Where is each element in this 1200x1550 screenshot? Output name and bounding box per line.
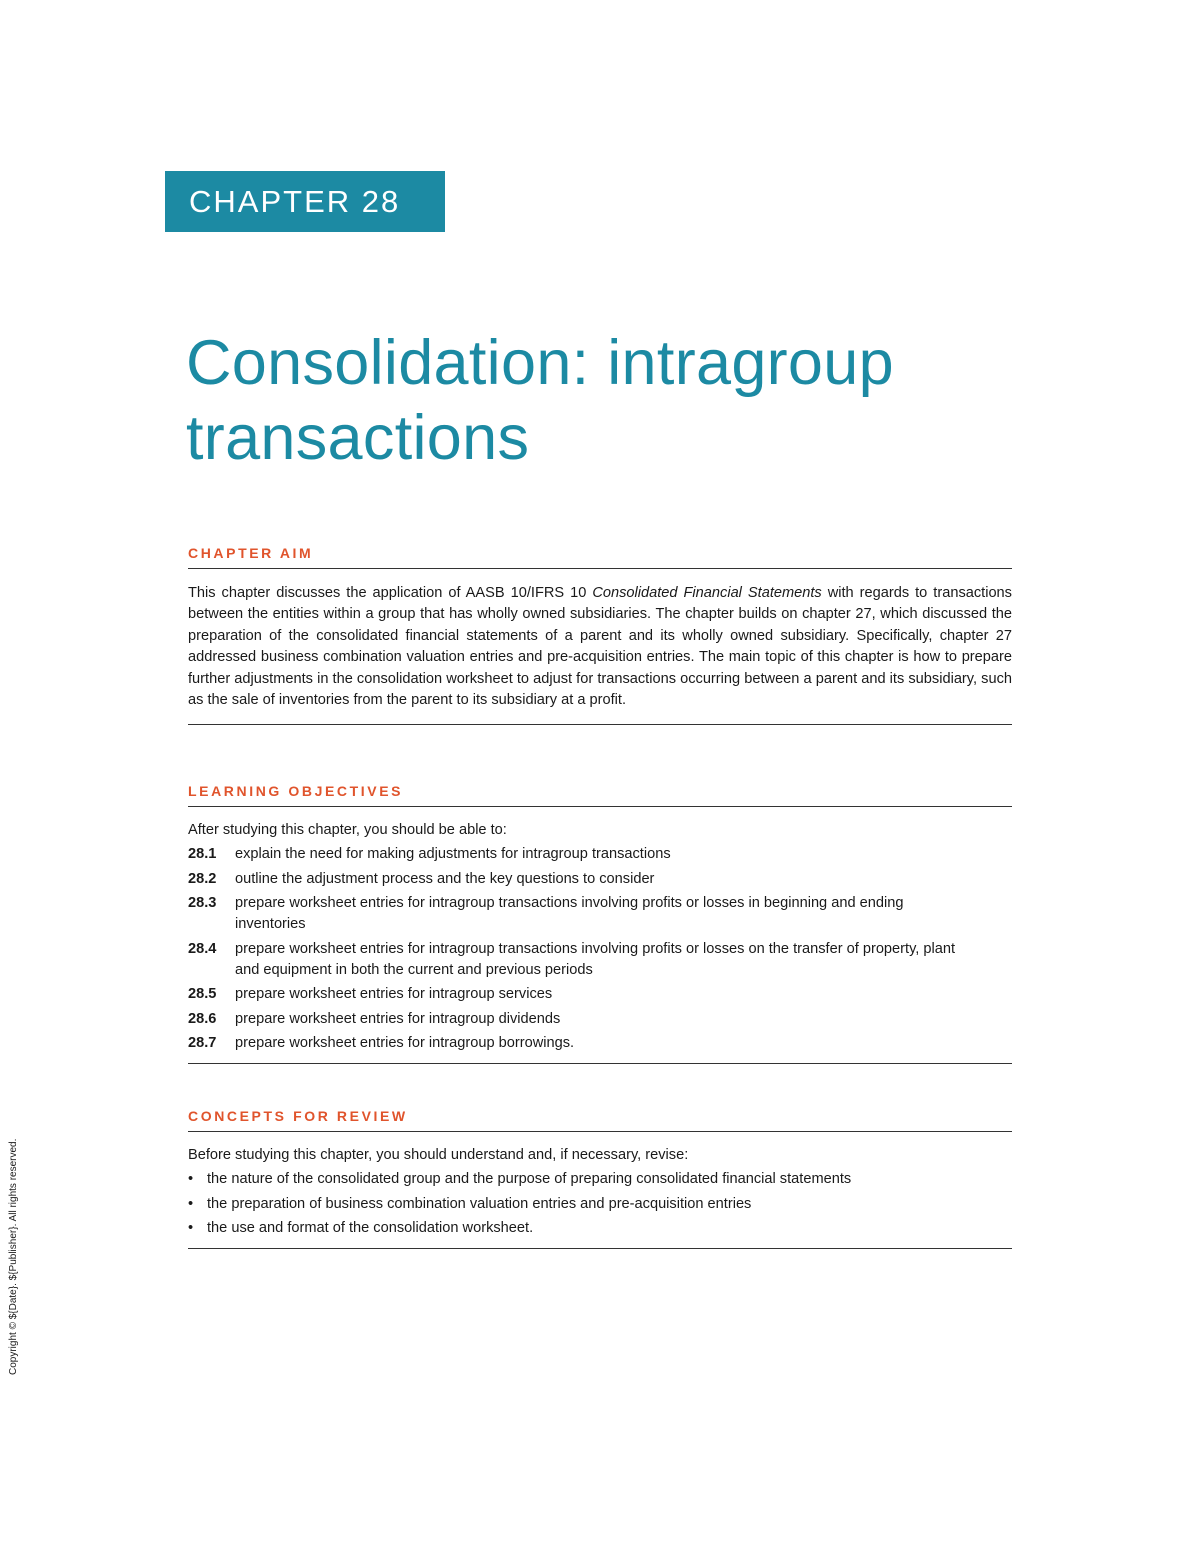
bullet-icon: • bbox=[188, 1220, 194, 1236]
objective-text: explain the need for making adjustments for intragroup transactions bbox=[235, 846, 671, 862]
learning-objectives-intro: After studying this chapter, you should be able to: bbox=[188, 822, 507, 838]
learning-objective-item bbox=[188, 939, 1012, 981]
chapter-aim-text bbox=[188, 583, 1012, 711]
bullet-icon: • bbox=[188, 1171, 194, 1187]
learning-objective-item bbox=[188, 844, 1012, 865]
objective-number: 28.3 bbox=[188, 895, 217, 911]
chapter-title: Consolidation: intragroup transactions bbox=[186, 328, 894, 473]
concepts-for-review-list bbox=[188, 1169, 1012, 1239]
learning-objectives-section bbox=[188, 782, 1012, 1064]
objective-text: prepare worksheet entries for intragroup borrowings. bbox=[235, 1035, 575, 1051]
divider bbox=[188, 806, 1012, 807]
concepts-for-review-intro: Before studying this chapter, you should understand and, if necessary, revise: bbox=[188, 1147, 689, 1163]
bullet-icon: • bbox=[188, 1195, 194, 1212]
concept-text: the nature of the consolidated group and the purpose of preparing consolidated financial statements bbox=[207, 1171, 852, 1187]
learning-objective-item bbox=[188, 1033, 1012, 1054]
concept-item bbox=[188, 1218, 1012, 1239]
concepts-for-review-section bbox=[188, 1107, 1012, 1249]
learning-objective-item bbox=[188, 893, 1012, 935]
learning-objectives-heading: LEARNING OBJECTIVES bbox=[188, 783, 404, 799]
divider bbox=[188, 1248, 1012, 1249]
objective-text: prepare worksheet entries for intragroup dividends bbox=[235, 1010, 561, 1027]
objective-text: prepare worksheet entries for intragroup transactions involving profits or losses on the transfer of property, plant and equipment in both the current and previous periods bbox=[235, 940, 956, 978]
concept-item bbox=[188, 1169, 1012, 1190]
objective-number: 28.4 bbox=[188, 940, 217, 957]
divider bbox=[188, 568, 1012, 569]
standard-title: Consolidated Financial Statements bbox=[592, 585, 822, 601]
concept-text: the preparation of business combination valuation entries and pre-acquisition entries bbox=[207, 1195, 752, 1212]
divider bbox=[188, 1131, 1012, 1132]
objective-text: prepare worksheet entries for intragroup transactions involving profits or losses in beginning and ending inventories bbox=[235, 895, 904, 932]
objective-text: prepare worksheet entries for intragroup services bbox=[235, 986, 553, 1002]
chapter-label: CHAPTER 28 bbox=[165, 171, 445, 232]
learning-objectives-list bbox=[188, 844, 1012, 1054]
learning-objective-item bbox=[188, 984, 1012, 1005]
objective-number: 28.1 bbox=[188, 846, 217, 862]
concept-item bbox=[188, 1194, 1012, 1215]
objective-number: 28.5 bbox=[188, 986, 217, 1002]
copyright-notice: Copyright © ${Date}. ${Publisher}. All rights reserved. bbox=[8, 1138, 19, 1375]
chapter-aim-section bbox=[188, 544, 1012, 725]
chapter-aim-text-end: with regards to transactions between the entities within a group that has wholly owned subsidiaries. The chapter builds on chapter 27, which discussed the preparation of the consolidated financial statements of a parent and its wholly owned subsidiary. Specifically, chapter 27 addressed business combination valuation entries and pre-acquisition entries. The main topic of this chapter is how to prepare further adjustments in the consolidation worksheet to adjust for transactions occurring between a parent and its subsidiary, such as the sale of inventories from the parent to its subsidiary at a profit. bbox=[188, 585, 1012, 709]
divider bbox=[188, 1063, 1012, 1064]
objective-number: 28.6 bbox=[188, 1010, 217, 1027]
learning-objective-item bbox=[188, 869, 1012, 890]
objective-text: outline the adjustment process and the key questions to consider bbox=[235, 870, 655, 887]
chapter-aim-text-start: This chapter discusses the application of AASB 10/IFRS 10 bbox=[188, 585, 593, 601]
objective-number: 28.7 bbox=[188, 1035, 217, 1051]
concept-text: the use and format of the consolidation worksheet. bbox=[207, 1220, 534, 1236]
objective-number: 28.2 bbox=[188, 870, 217, 887]
divider bbox=[188, 724, 1012, 725]
chapter-aim-heading: CHAPTER AIM bbox=[188, 545, 314, 561]
learning-objective-item bbox=[188, 1009, 1012, 1030]
concepts-for-review-heading: CONCEPTS FOR REVIEW bbox=[188, 1108, 408, 1124]
